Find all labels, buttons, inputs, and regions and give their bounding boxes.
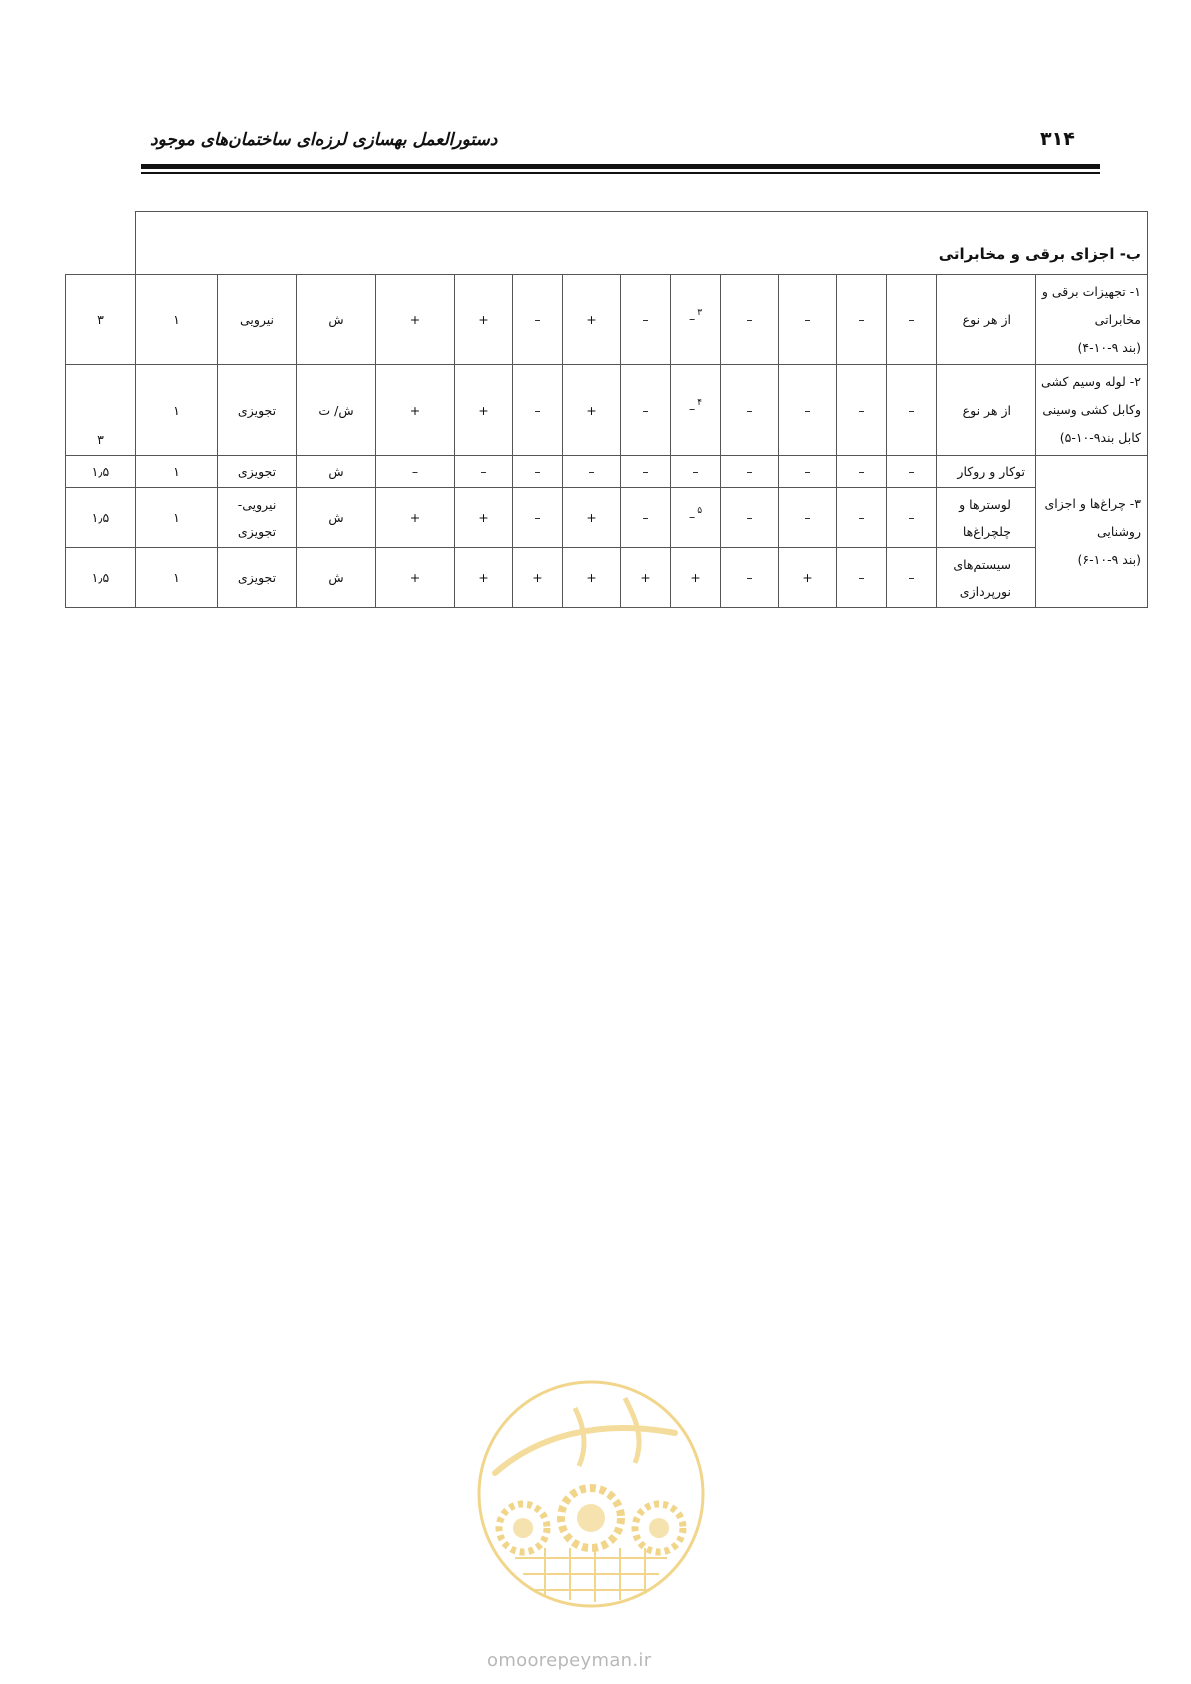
value-cell: ۳ (66, 365, 136, 456)
value-cell: ش (297, 548, 376, 608)
value-cell: – (721, 275, 779, 365)
value-cell: + (621, 548, 671, 608)
value-cell: – (779, 275, 837, 365)
value-cell: – (721, 488, 779, 548)
header-rule-thick (141, 164, 1100, 169)
footnote-mark: ۵ (697, 505, 703, 516)
table-row (66, 488, 1148, 548)
value-cell: – (887, 275, 937, 365)
type-cell: از هر نوع (937, 275, 1036, 365)
value-cell-footnote: $^۴$– (671, 365, 721, 456)
value-cell: – (779, 488, 837, 548)
type-cell: سیستم‌های نورپردازی (937, 548, 1036, 608)
value-cell: + (376, 365, 455, 456)
running-header-title: دستورالعمل بهسازی لرزه‌ای ساختمان‌های موجود (150, 130, 498, 150)
value-cell: + (513, 548, 563, 608)
value-cell: + (563, 548, 621, 608)
value-cell: + (376, 275, 455, 365)
table-row (66, 456, 1148, 488)
value-cell: – (887, 488, 937, 548)
value-cell: – (837, 456, 887, 488)
value-cell: – (563, 456, 621, 488)
value-cell: + (563, 365, 621, 456)
value-cell: + (376, 488, 455, 548)
value-cell: ۱٫۵ (66, 488, 136, 548)
type-cell: لوسترها و چلچراغ‌ها (937, 488, 1036, 548)
value-cell: ۱٫۵ (66, 456, 136, 488)
value-cell: – (887, 548, 937, 608)
value-cell: ۳ (66, 275, 136, 365)
item-cell: ۲- لوله وسیم کشی وکابل کشی وسینی کابل بند۹-۱۰-۵) (1036, 365, 1148, 456)
value-cell: تجویزی (218, 456, 297, 488)
value-cell: – (887, 456, 937, 488)
footnote-mark: ۴ (697, 398, 703, 408)
table-row (66, 275, 1148, 365)
type-cell: توکار و روکار (937, 456, 1036, 488)
value-cell: + (563, 275, 621, 365)
value-cell: – (887, 365, 937, 456)
value-cell: + (671, 548, 721, 608)
table-row (66, 548, 1148, 608)
value-cell: + (779, 548, 837, 608)
value-cell: – (779, 456, 837, 488)
value-cell: + (455, 488, 513, 548)
value-cell-footnote: $^۵$– (671, 488, 721, 548)
section-title: ب- اجزای برقی و مخابراتی (135, 212, 1147, 275)
value-cell: ش/ ت (297, 365, 376, 456)
value-cell: ۱ (135, 548, 217, 608)
value-cell: + (455, 275, 513, 365)
value-cell: – (671, 456, 721, 488)
watermark-url: omoorepeyman.ir (487, 1650, 652, 1671)
value-cell-footnote: $^۳$– (671, 275, 721, 365)
value-cell: – (513, 488, 563, 548)
item-cell: ۳- چراغ‌ها و اجزای روشنایی (بند ۹-۱۰-۶) (1036, 456, 1148, 608)
value-cell: – (721, 548, 779, 608)
value-cell: ۱ (135, 456, 217, 488)
value-cell: – (376, 456, 455, 488)
value-cell: ۱ (135, 365, 217, 456)
value-cell: – (513, 275, 563, 365)
electrical-components-table (65, 211, 1148, 608)
watermark-logo (475, 1378, 707, 1610)
header-rule-thin (141, 172, 1100, 174)
footnote-mark: ۳ (697, 307, 703, 318)
value-cell: ۱ (135, 275, 217, 365)
value-cell: ش (297, 488, 376, 548)
page-number: ۳۱۴ (1040, 128, 1075, 150)
value-cell: تجویزی (218, 548, 297, 608)
value-cell: – (455, 456, 513, 488)
value-cell: – (779, 365, 837, 456)
item-cell: ۱- تجهیزات برقی و مخابراتی (بند ۹-۱۰-۴) (1036, 275, 1148, 365)
value-cell: + (563, 488, 621, 548)
value-cell: تجویزی (218, 365, 297, 456)
value-cell: – (837, 548, 887, 608)
value-cell: نیرویی- تجویزی (218, 488, 297, 548)
value-cell: – (621, 365, 671, 456)
value-cell: + (376, 548, 455, 608)
value-cell: ش (297, 275, 376, 365)
value-cell: – (721, 365, 779, 456)
value-cell: – (721, 456, 779, 488)
value-cell: – (621, 488, 671, 548)
value-cell: – (513, 456, 563, 488)
table-row (66, 365, 1148, 456)
value-cell: ۱٫۵ (66, 548, 136, 608)
value-cell: – (837, 275, 887, 365)
value-cell: ش (297, 456, 376, 488)
value-cell: + (455, 365, 513, 456)
type-cell: از هر نوع (937, 365, 1036, 456)
value-cell: نیرویی (218, 275, 297, 365)
value-cell: – (837, 488, 887, 548)
value-cell: – (621, 275, 671, 365)
value-cell: – (837, 365, 887, 456)
value-cell: – (513, 365, 563, 456)
value-cell: ۱ (135, 488, 217, 548)
value-cell: + (455, 548, 513, 608)
value-cell: – (621, 456, 671, 488)
